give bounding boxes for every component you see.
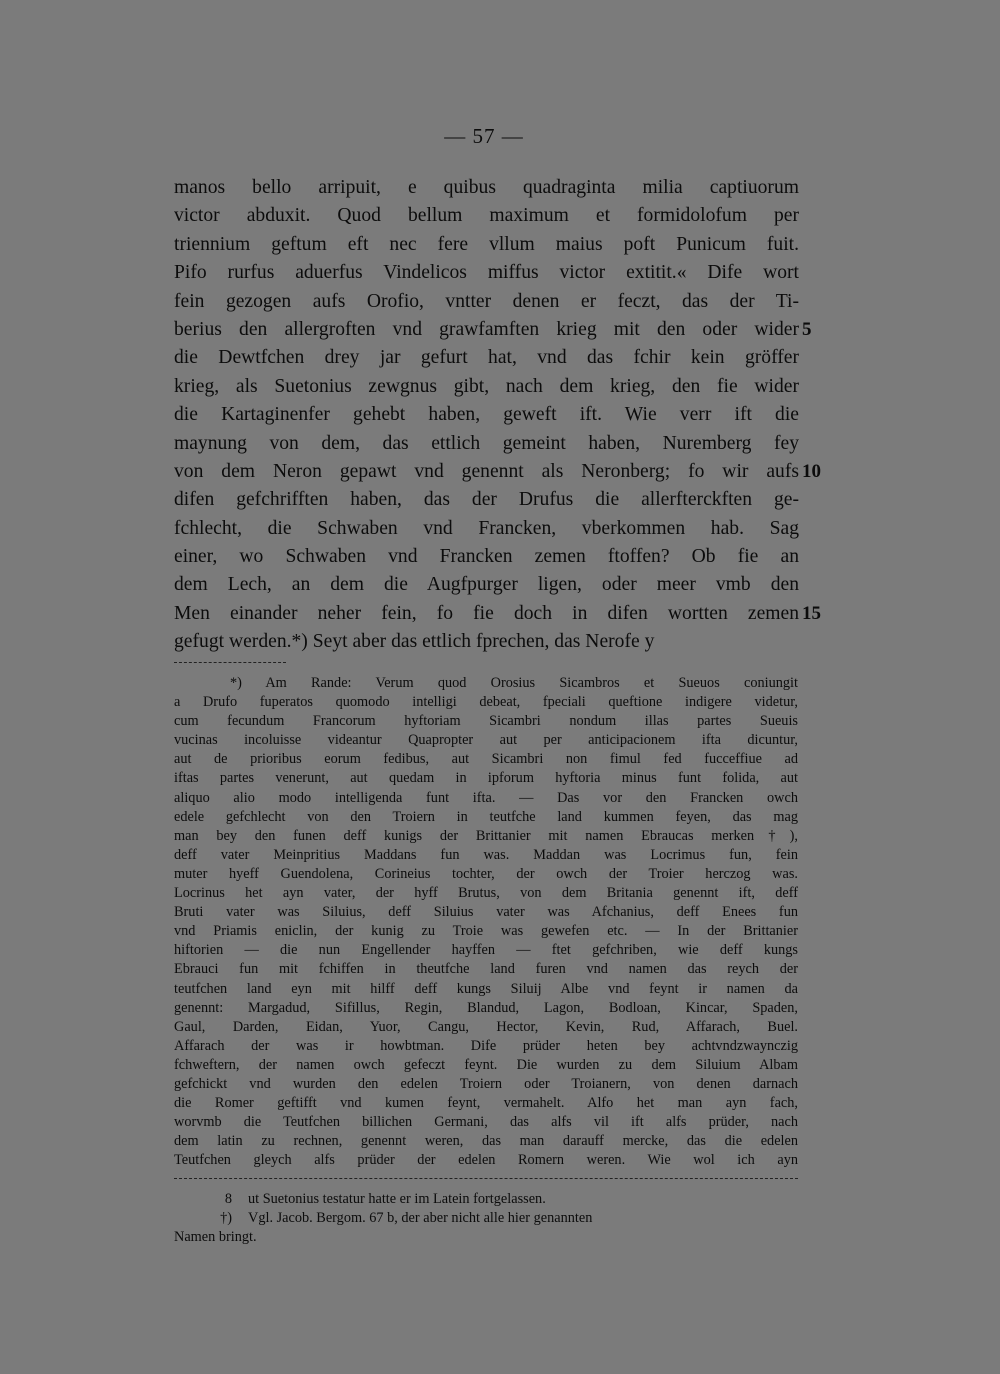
footnote-line: hiftorien — die nun Engellender hayffen — ftet gefchriben, wie deff kungs bbox=[174, 942, 798, 959]
footnote-line: Gaul, Darden, Eidan, Yuor, Cangu, Hector, Kevin, Rud, Affarach, Buel. bbox=[174, 1018, 798, 1035]
apparatus-marker: 8 bbox=[224, 1191, 232, 1207]
footnote-block bbox=[174, 674, 798, 1170]
text-line: einer, wo Schwaben vnd Francken zemen ftoffen? Ob fie an bbox=[174, 546, 799, 568]
text-line: krieg, als Suetonius zewgnus gibt, nach dem krieg, den fie wider bbox=[174, 375, 799, 397]
critical-apparatus bbox=[174, 1190, 798, 1247]
apparatus-note bbox=[174, 1209, 798, 1228]
footnote-line: Ebrauci fun mit fchiffen in theutfche land furen vnd namen das reych der bbox=[174, 961, 798, 978]
apparatus-text: ut Suetonius testatur hatte er im Latein fortgelassen. bbox=[248, 1191, 546, 1207]
footnote-line: edele gefchlecht von den Troiern in teutfche land kummen feyen, das mag bbox=[174, 808, 798, 825]
text-line: gefugt werden.*) Seyt aber das ettlich fprechen, das Nerofe y bbox=[174, 631, 655, 653]
apparatus-separator bbox=[174, 1178, 798, 1179]
footnote-line: a Drufo fuperatos quomodo intelligi debeat, fpeciali queftione indigere videtur, bbox=[174, 694, 798, 711]
footnote-line: Locrinus het ayn vater, der hyff Brutus, von dem Britania genennt ift, deff bbox=[174, 885, 798, 902]
text-line: fchlecht, die Schwaben vnd Francken, vberkommen hab. Sag bbox=[174, 517, 799, 539]
page-number: — 57 — bbox=[444, 124, 524, 148]
footnote-line: gefchickt vnd wurden den edelen Troiern oder Troianern, von denen darnach bbox=[174, 1075, 798, 1092]
apparatus-note bbox=[174, 1190, 798, 1209]
footnote-line: Teutfchen gleych alfs prüder der edelen Romern weren. Wie wol ich ayn bbox=[174, 1152, 798, 1169]
apparatus-text: Vgl. Jacob. Bergom. 67 b, der aber nicht alle hier genannten bbox=[248, 1210, 593, 1226]
footnote-line: iftas partes venerunt, aut quedam in ipforum hyftoria minus funt folida, aut bbox=[174, 770, 798, 787]
footnote-line: vnd Priamis eniclin, der kunig zu Troie was gewefen etc. — In der Brittanier bbox=[174, 923, 798, 940]
text-line: difen gefchrifften haben, das der Drufus die allerfterckften ge- bbox=[174, 489, 799, 511]
text-line: die Dewtfchen drey jar gefurt hat, vnd das fchir kein gröffer bbox=[174, 347, 799, 369]
apparatus-note bbox=[174, 1228, 798, 1247]
text-line: von dem Neron gepawt vnd genennt als Neronberg; fo wir aufs bbox=[174, 460, 799, 482]
text-line: triennium geftum eft nec fere vllum maius poft Punicum fuit. bbox=[174, 233, 799, 255]
text-line: berius den allergroften vnd grawfamften krieg mit den oder wider bbox=[174, 318, 799, 340]
footnote-line: teutfchen land eyn mit hilff deff kungs Siluij Albe vnd feynt ir namen da bbox=[174, 980, 798, 997]
footnote-line: fchweftern, der namen owch gefeczt feynt. Die wurden zu dem Siluium Albam bbox=[174, 1056, 798, 1073]
main-text-block bbox=[174, 174, 799, 657]
footnote-line: Bruti vater was Siluius, deff Siluius vater was Afchanius, deff Enees fun bbox=[174, 904, 798, 921]
text-line: dem Lech, an dem die Augfpurger ligen, oder meer vmb den bbox=[174, 574, 799, 596]
text-line: manos bello arripuit, e quibus quadraginta milia captiuorum bbox=[174, 177, 799, 198]
text-line: die Kartaginenfer gehebt haben, geweft ift. Wie verr ift die bbox=[174, 404, 799, 426]
footnote-line: dem latin zu rechnen, genennt weren, das man darauff mercke, das die edelen bbox=[174, 1133, 798, 1150]
footnote-separator bbox=[174, 662, 286, 663]
footnote-line: die Romer geftifft vnd kumen feynt, vermahelt. Alfo het man ayn fach, bbox=[174, 1095, 798, 1112]
text-line: Pifo rurfus aduerfus Vindelicos miffus victor extitit.« Dife wort bbox=[174, 262, 799, 284]
footnote-line: muter hyeff Guendolena, Corineius tochter, der owch der Troier herczog was. bbox=[174, 865, 798, 882]
text-line: Men einander neher fein, fo fie doch in difen wortten zemen bbox=[174, 602, 799, 624]
footnote-line: cum fecundum Francorum hyftoriam Sicambri nondum illas partes Sueuis bbox=[174, 713, 798, 730]
footnote-line: vucinas incoluisse videantur Quapropter aut per anticipacionem ifta dicuntur, bbox=[174, 732, 798, 749]
footnote-line: genennt: Margadud, Sifillus, Regin, Blandud, Lagon, Bodloan, Kincar, Spaden, bbox=[174, 999, 798, 1016]
margin-line-number: 5 bbox=[802, 319, 812, 340]
footnote-line: *) Am Rande: Verum quod Orosius Sicambros et Sueuos coniungit bbox=[230, 675, 798, 691]
footnote-line: aut de prioribus eorum fedibus, aut Sicambri non fimul fed fucceffiue ad bbox=[174, 751, 798, 768]
footnote-line: aliquo alio modo intelligenda funt ifta. — Das vor den Francken owch bbox=[174, 789, 798, 806]
text-line: fein gezogen aufs Orofio, vntter denen er feczt, das der Ti- bbox=[174, 290, 799, 312]
apparatus-marker: †) bbox=[220, 1210, 232, 1226]
margin-line-number: 15 bbox=[802, 603, 821, 624]
text-line: maynung von dem, das ettlich gemeint haben, Nuremberg fey bbox=[174, 432, 799, 454]
margin-line-number: 10 bbox=[802, 461, 821, 482]
apparatus-text: Namen bringt. bbox=[174, 1229, 257, 1245]
text-line: victor abduxit. Quod bellum maximum et formidolofum per bbox=[174, 205, 799, 227]
footnote-line: deff vater Meinpritius Maddans fun was. Maddan was Locrimus fun, fein bbox=[174, 846, 798, 863]
footnote-line: Affarach der was ir howbtman. Dife prüder heten bey achtvndzwaynczig bbox=[174, 1037, 798, 1054]
footnote-line: worvmb die Teutfchen billichen Germani, das alfs vil ift alfs prüder, nach bbox=[174, 1114, 798, 1131]
footnote-line: man bey den funen deff kunigs der Brittanier mit namen Ebraucas merken†), bbox=[174, 827, 798, 844]
